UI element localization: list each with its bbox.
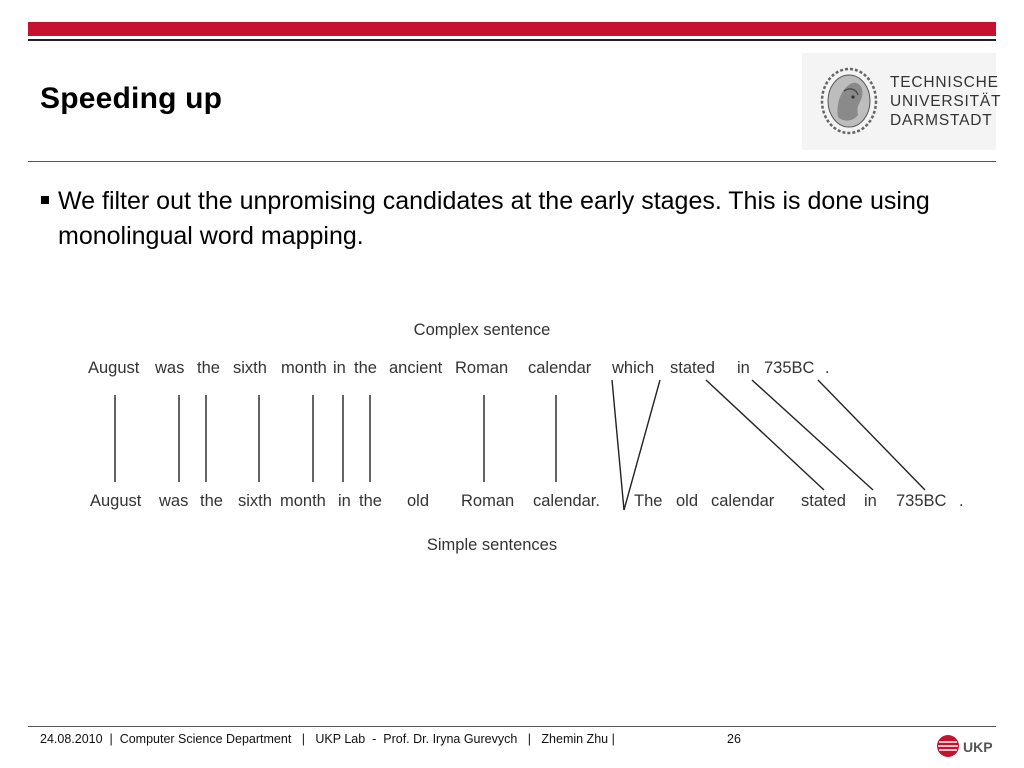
complex-word: in [737, 359, 750, 377]
simple-word: the [359, 492, 382, 510]
tu-darmstadt-logo [802, 53, 1002, 150]
mapping-line [624, 380, 663, 510]
mapping-line [752, 380, 873, 490]
complex-word: was [155, 359, 185, 377]
complex-word: month [281, 359, 327, 377]
athena-seal-icon [820, 67, 878, 135]
complex-word: in [333, 359, 346, 377]
simple-word: old [676, 492, 699, 510]
top-divider [28, 39, 996, 41]
complex-word: sixth [233, 359, 267, 377]
sentence-mapping-diagram [0, 300, 1024, 570]
simple-word: old [407, 492, 430, 510]
complex-word: stated [670, 359, 715, 377]
simple-word: 735BC [896, 492, 947, 510]
top-accent-bar [28, 22, 996, 36]
mapping-line [818, 380, 925, 490]
footer-divider [28, 726, 996, 727]
simple-word: month [280, 492, 326, 510]
simple-word: sixth [238, 492, 272, 510]
mapping-line [612, 380, 624, 510]
complex-word: Roman [455, 359, 509, 377]
slide-title: Speeding up [40, 82, 223, 115]
simple-word: the [200, 492, 223, 510]
complex-sentence-label: Complex sentence [413, 321, 551, 339]
logo-line-3: DARMSTADT [890, 112, 993, 129]
header-divider [28, 161, 996, 162]
simple-sentences-label: Simple sentences [426, 536, 558, 554]
bullet-marker [41, 196, 49, 204]
simple-word: Roman [461, 492, 515, 510]
simple-word: calendar. [533, 492, 600, 510]
simple-word: was [159, 492, 189, 510]
complex-word: August [88, 359, 140, 377]
footer-info: 24.08.2010 | Computer Science Department | UKP Lab - Prof. Dr. Iryna Gurevych | Zhemin Zhu | [40, 732, 615, 746]
complex-word: 735BC [764, 359, 815, 377]
complex-word: calendar [528, 359, 592, 377]
ukp-logo-text: UKP [963, 739, 993, 755]
page-number: 26 [727, 732, 741, 746]
ukp-logo [934, 730, 996, 762]
bullet-text: We filter out the unpromising candidates at the early stages. This is done using monolingual word mapping. [58, 187, 930, 250]
simple-word: calendar [711, 492, 775, 510]
simple-word: in [864, 492, 877, 510]
simple-word: stated [801, 492, 846, 510]
simple-word: The [634, 492, 663, 510]
complex-word: the [197, 359, 220, 377]
simple-word: in [338, 492, 351, 510]
mapping-lines [115, 380, 925, 510]
complex-word: ancient [389, 359, 443, 377]
simple-word: . [959, 492, 964, 510]
mapping-line [706, 380, 824, 490]
complex-words-row [88, 359, 830, 377]
logo-line-2: UNIVERSITÄT [890, 93, 1002, 110]
logo-line-1: TECHNISCHE [890, 74, 999, 91]
simple-word: August [90, 492, 142, 510]
simple-words-row [90, 492, 964, 510]
complex-word: the [354, 359, 377, 377]
complex-word: . [825, 359, 830, 377]
complex-word: which [612, 359, 655, 377]
